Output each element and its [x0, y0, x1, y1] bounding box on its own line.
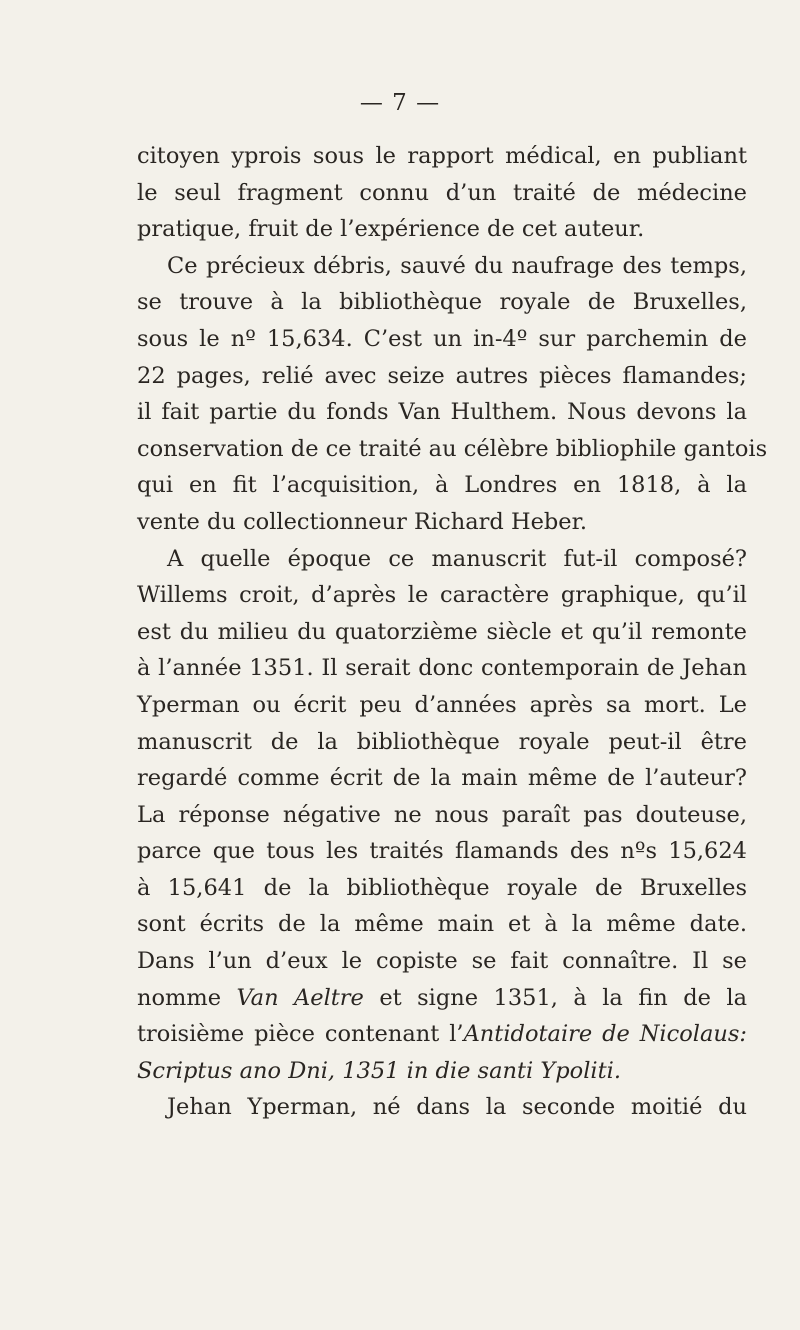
- text-line: 22 pages, relié avec seize autres pièces flamandes;: [137, 362, 747, 389]
- text-line: A quelle époque ce manuscrit fut-il composé?: [167, 545, 747, 572]
- italic-title: Antidotaire de Nicolaus:: [463, 1021, 747, 1048]
- text-segment: troisième pièce contenant l’: [137, 1021, 464, 1048]
- text-line-24: [137, 980, 747, 1017]
- page-number: — 7 —: [359, 90, 441, 116]
- text-line: Ce précieux débris, sauvé du naufrage des temps,: [167, 252, 747, 279]
- text-line: il fait partie du fonds Van Hulthem. Nous devons la: [137, 399, 747, 426]
- italic-name: Van Aeltre: [236, 984, 364, 1011]
- text-line: à l’année 1351. Il serait donc contemporain de Jehan: [137, 655, 747, 682]
- text-line: Yperman ou écrit peu d’années après sa mort. Le: [137, 691, 747, 718]
- text-line: parce que tous les traités flamands des nºs 15,624: [137, 838, 747, 865]
- text-line: est du milieu du quatorzième siècle et qu’il remonte: [137, 618, 747, 645]
- text-line: Willems croit, d’après le caractère graphique, qu’il: [137, 582, 747, 609]
- text-line-26: [137, 1053, 747, 1090]
- text-line: le seul fragment connu d’un traité de médecine: [137, 179, 747, 206]
- text-line: regardé comme écrit de la main même de l’auteur?: [137, 765, 747, 792]
- text-line-25: [137, 1016, 747, 1053]
- paragraph-lines: [137, 138, 768, 980]
- text-line: pratique, fruit de l’expérience de cet auteur.: [137, 216, 645, 243]
- text-line: sont écrits de la même main et à la même date.: [137, 911, 747, 938]
- text-line: La réponse négative ne nous paraît pas douteuse,: [137, 801, 747, 828]
- text-line: manuscrit de la bibliothèque royale peut-il être: [137, 728, 747, 755]
- text-line: conservation de ce traité au célèbre bibliophile gantois: [137, 435, 768, 462]
- text-segment: et signe 1351, à la fin de la: [363, 984, 747, 1011]
- text-line: à 15,641 de la bibliothèque royale de Bruxelles: [137, 874, 747, 901]
- text-line: citoyen yprois sous le rapport médical, en publiant: [137, 143, 747, 169]
- text-line: se trouve à la bibliothèque royale de Bruxelles,: [137, 289, 747, 316]
- text-line: vente du collectionneur Richard Heber.: [137, 508, 588, 535]
- text-line: qui en fit l’acquisition, à Londres en 1818, à la: [137, 472, 747, 499]
- text-line: Dans l’un d’eux le copiste se fait connaître. Il se: [137, 948, 747, 975]
- body-text: [137, 138, 768, 1126]
- text-line-27: Jehan Yperman, né dans la seconde moitié du: [167, 1094, 747, 1121]
- text-line: sous le nº 15,634. C’est un in-4º sur parchemin de: [137, 325, 747, 352]
- text-segment: nomme: [137, 984, 237, 1011]
- italic-quotation: Scriptus ano Dni, 1351 in die santi Ypoliti.: [137, 1057, 621, 1084]
